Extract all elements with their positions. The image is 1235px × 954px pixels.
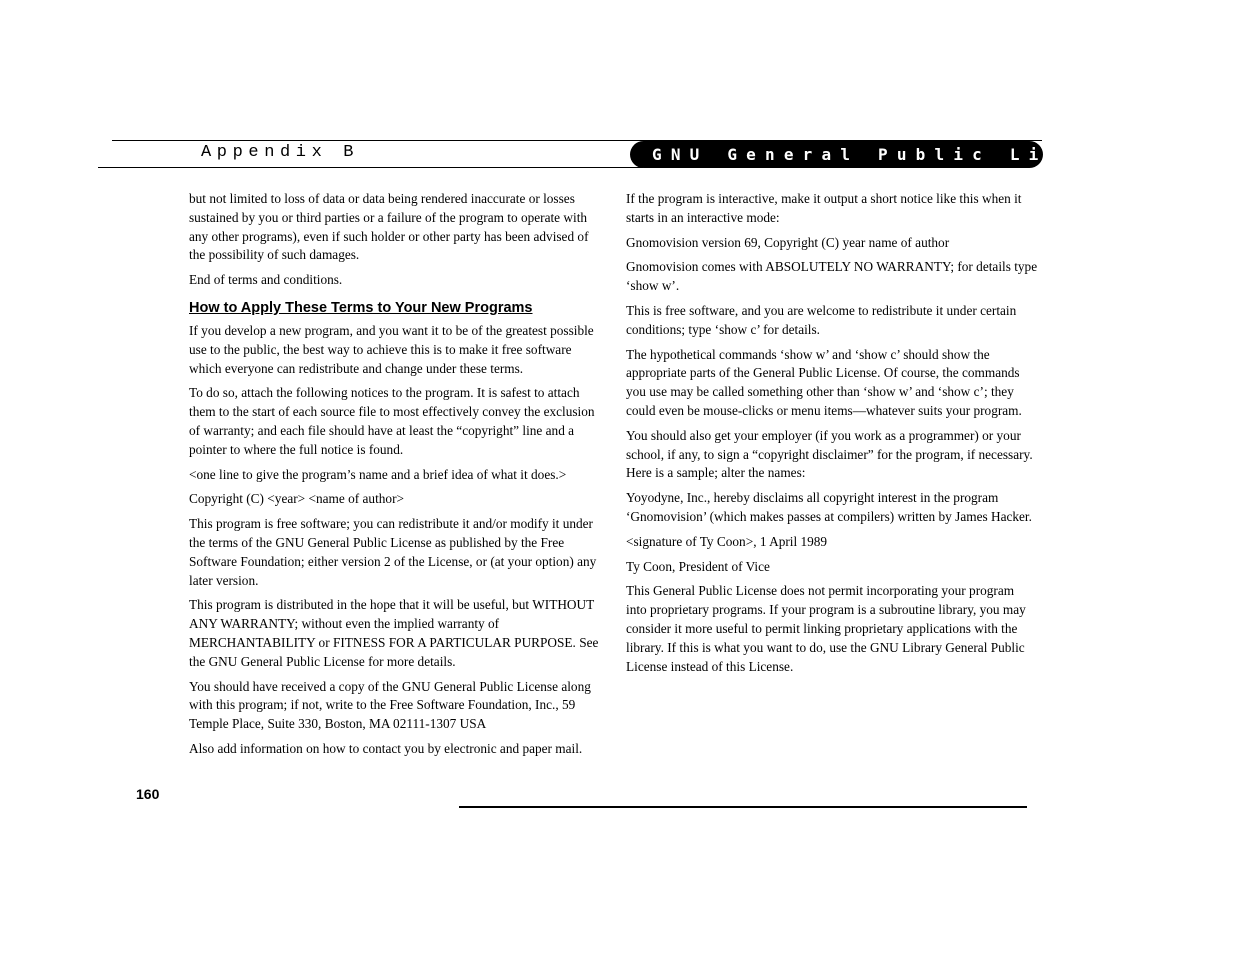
paragraph: Ty Coon, President of Vice xyxy=(626,558,770,574)
paragraph: This program is distributed in the hope that it will be useful, but WITHOUT ANY WARRANTY; without even the implied warranty of MERCHANTABILITY or FITNESS FOR A PARTICULAR PURPOSE. See the GNU General Public License for more details. xyxy=(189,597,599,669)
paragraph: Gnomovision version 69, Copyright (C) year name of author xyxy=(626,234,950,250)
paragraph: This program is free software; you can redistribute it and/or modify it under the terms of the GNU General Public License as published by the Free Software Foundation; either version 2 of the License, or (at your option) any later version. xyxy=(189,516,597,588)
paragraph: End of terms and conditions. xyxy=(189,272,343,288)
paragraph: Also add information on how to contact you by electronic and paper mail. xyxy=(189,740,583,756)
paragraph: This General Public License does not permit incorporating your program into proprietary programs. If your program is a subroutine library, you may consider it more useful to permit linking proprietary applications with the library. If this is what you want to do, use the GNU Library General Public License instead of this License. xyxy=(626,583,1026,674)
running-header-chapter: GNU General Public License xyxy=(630,141,1043,168)
right-column xyxy=(626,190,1038,682)
paragraph: Yoyodyne, Inc., hereby disclaims all copyright interest in the program ‘Gnomovision’ (which makes passes at compilers) written by James Hacker. xyxy=(626,490,1032,524)
running-header-section: Appendix B xyxy=(201,143,360,162)
paragraph: To do so, attach the following notices to the program. It is safest to attach them to the start of each source file to most effectively convey the exclusion of warranty; and each file should have at least the “copyright” line and a pointer to where the full notice is found. xyxy=(189,385,595,457)
footer-rule xyxy=(459,806,1027,808)
paragraph: The hypothetical commands ‘show w’ and ‘show c’ should show the appropriate parts of the General Public License. Of course, the commands you use may be called something other than ‘show w’ and ‘show c’; they could even be mouse-clicks or menu items—whatever suits your program. xyxy=(626,346,1022,418)
paragraph: <signature of Ty Coon>, 1 April 1989 xyxy=(626,533,828,549)
left-column xyxy=(189,190,603,765)
paragraph: Copyright (C) <year> <name of author> xyxy=(189,491,404,507)
paragraph: You should have received a copy of the GNU General Public License along with this program; if not, write to the Free Software Foundation, Inc., 59 Temple Place, Suite 330, Boston, MA 02111-1307 USA xyxy=(189,678,591,732)
paragraph: You should also get your employer (if you work as a programmer) or your school, if any, to sign a “copyright disclaimer” for the program, if necessary. Here is a sample; alter the names: xyxy=(626,427,1033,481)
paragraph: Gnomovision comes with ABSOLUTELY NO WARRANTY; for details type ‘show w’. xyxy=(626,259,1038,294)
paragraph: This is free software, and you are welcome to redistribute it under certain conditions; type ‘show c’ for details. xyxy=(626,302,1017,337)
header-rule-bottom xyxy=(98,167,643,168)
paragraph: If the program is interactive, make it output a short notice like this when it starts in an interactive mode: xyxy=(626,191,1022,225)
paragraph: <one line to give the program’s name and a brief idea of what it does.> xyxy=(189,466,567,482)
page-number: 160 xyxy=(136,786,160,802)
paragraph: If you develop a new program, and you want it to be of the greatest possible use to the public, the best way to achieve this is to make it free software which everyone can redistribute and change under these terms. xyxy=(189,322,594,376)
paragraph: but not limited to loss of data or data being rendered inaccurate or losses sustained by you or third parties or a failure of the program to operate with any other programs), even if such holder or other party has been advised of the possibility of such damages. xyxy=(189,191,589,263)
section-heading: How to Apply These Terms to Your New Programs xyxy=(189,299,533,316)
